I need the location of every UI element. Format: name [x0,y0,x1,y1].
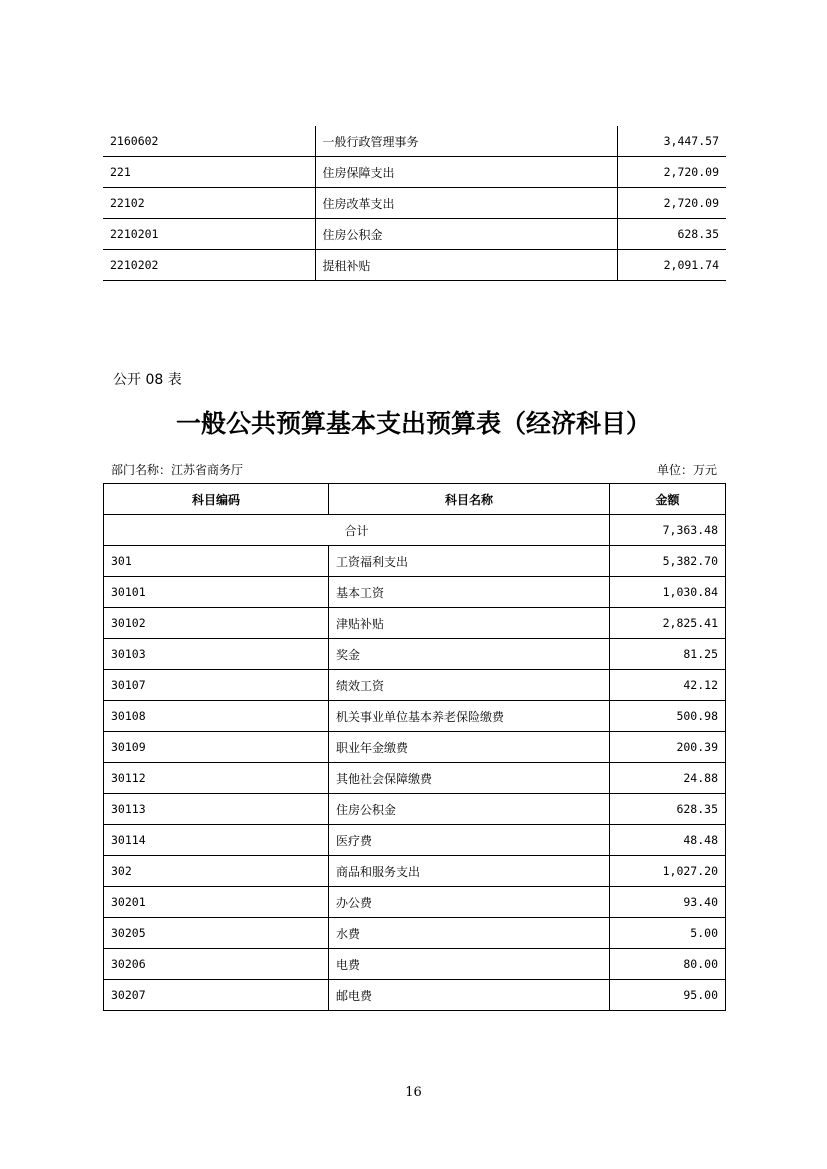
row-code: 30113 [104,794,329,825]
table-row [104,825,726,856]
row-name: 其他社会保障缴费 [329,763,610,794]
row-amount: 628.35 [617,219,726,250]
row-name: 住房公积金 [329,794,610,825]
table-row [104,670,726,701]
table-number: 公开 08 表 [113,372,182,388]
table-row [104,980,726,1011]
row-code: 30107 [104,670,329,701]
row-name: 医疗费 [329,825,610,856]
table-row [103,188,726,219]
row-amount: 24.88 [610,763,726,794]
row-amount: 80.00 [610,949,726,980]
row-name: 商品和服务支出 [329,856,610,887]
row-code: 302 [104,856,329,887]
row-amount: 1,030.84 [610,577,726,608]
row-code: 30112 [104,763,329,794]
row-amount: 2,091.74 [617,250,726,281]
budget-table [103,483,726,1011]
row-code: 2210202 [103,250,315,281]
table-row [104,918,726,949]
row-code: 30201 [104,887,329,918]
row-amount: 2,720.09 [617,188,726,219]
page-number: 16 [405,1085,422,1100]
row-code: 30205 [104,918,329,949]
row-code: 30103 [104,639,329,670]
table-row [104,608,726,639]
row-code: 30108 [104,701,329,732]
row-name: 绩效工资 [329,670,610,701]
row-name: 基本工资 [329,577,610,608]
row-code: 30207 [104,980,329,1011]
table-row [104,856,726,887]
row-amount: 2,825.41 [610,608,726,639]
row-name: 机关事业单位基本养老保险缴费 [329,701,610,732]
header-code: 科目编码 [104,484,329,515]
unit-label: 单位：万元 [656,463,717,477]
row-amount: 81.25 [610,639,726,670]
row-name: 职业年金缴费 [329,732,610,763]
row-code: 30114 [104,825,329,856]
page-title: 一般公共预算基本支出预算表（经济科目） [175,409,651,438]
row-name: 水费 [329,918,610,949]
total-row [104,515,726,546]
row-amount: 5.00 [610,918,726,949]
row-name: 电费 [329,949,610,980]
row-code: 30206 [104,949,329,980]
table-row [103,250,726,281]
row-amount: 93.40 [610,887,726,918]
table-row [104,577,726,608]
row-code: 30109 [104,732,329,763]
row-code: 221 [103,157,315,188]
row-amount: 628.35 [610,794,726,825]
row-name: 办公费 [329,887,610,918]
table-header-row [104,484,726,515]
row-amount: 200.39 [610,732,726,763]
row-amount: 48.48 [610,825,726,856]
row-code: 30102 [104,608,329,639]
total-amount: 7,363.48 [610,515,726,546]
row-amount: 95.00 [610,980,726,1011]
row-amount: 5,382.70 [610,546,726,577]
table-row [104,732,726,763]
row-amount: 1,027.20 [610,856,726,887]
row-name: 奖金 [329,639,610,670]
row-amount: 3,447.57 [617,126,726,157]
row-name: 一般行政管理事务 [315,126,617,157]
row-amount: 500.98 [610,701,726,732]
table-row [104,949,726,980]
department-label: 部门名称：江苏省商务厅 [111,463,244,477]
row-name: 住房保障支出 [315,157,617,188]
row-name: 邮电费 [329,980,610,1011]
row-name: 住房公积金 [315,219,617,250]
header-amount: 金额 [610,484,726,515]
row-code: 30101 [104,577,329,608]
row-code: 2160602 [103,126,315,157]
table-row [104,763,726,794]
total-label: 合计 [104,515,610,546]
continued-table [103,126,726,281]
header-name: 科目名称 [329,484,610,515]
table-row [104,639,726,670]
table-row [104,794,726,825]
table-row [103,219,726,250]
table-row [104,887,726,918]
row-amount: 2,720.09 [617,157,726,188]
table-row [103,126,726,157]
row-code: 2210201 [103,219,315,250]
row-name: 工资福利支出 [329,546,610,577]
table-row [103,157,726,188]
row-code: 301 [104,546,329,577]
row-amount: 42.12 [610,670,726,701]
table-row [104,701,726,732]
row-name: 提租补贴 [315,250,617,281]
table-row [104,546,726,577]
row-name: 住房改革支出 [315,188,617,219]
row-code: 22102 [103,188,315,219]
row-name: 津贴补贴 [329,608,610,639]
